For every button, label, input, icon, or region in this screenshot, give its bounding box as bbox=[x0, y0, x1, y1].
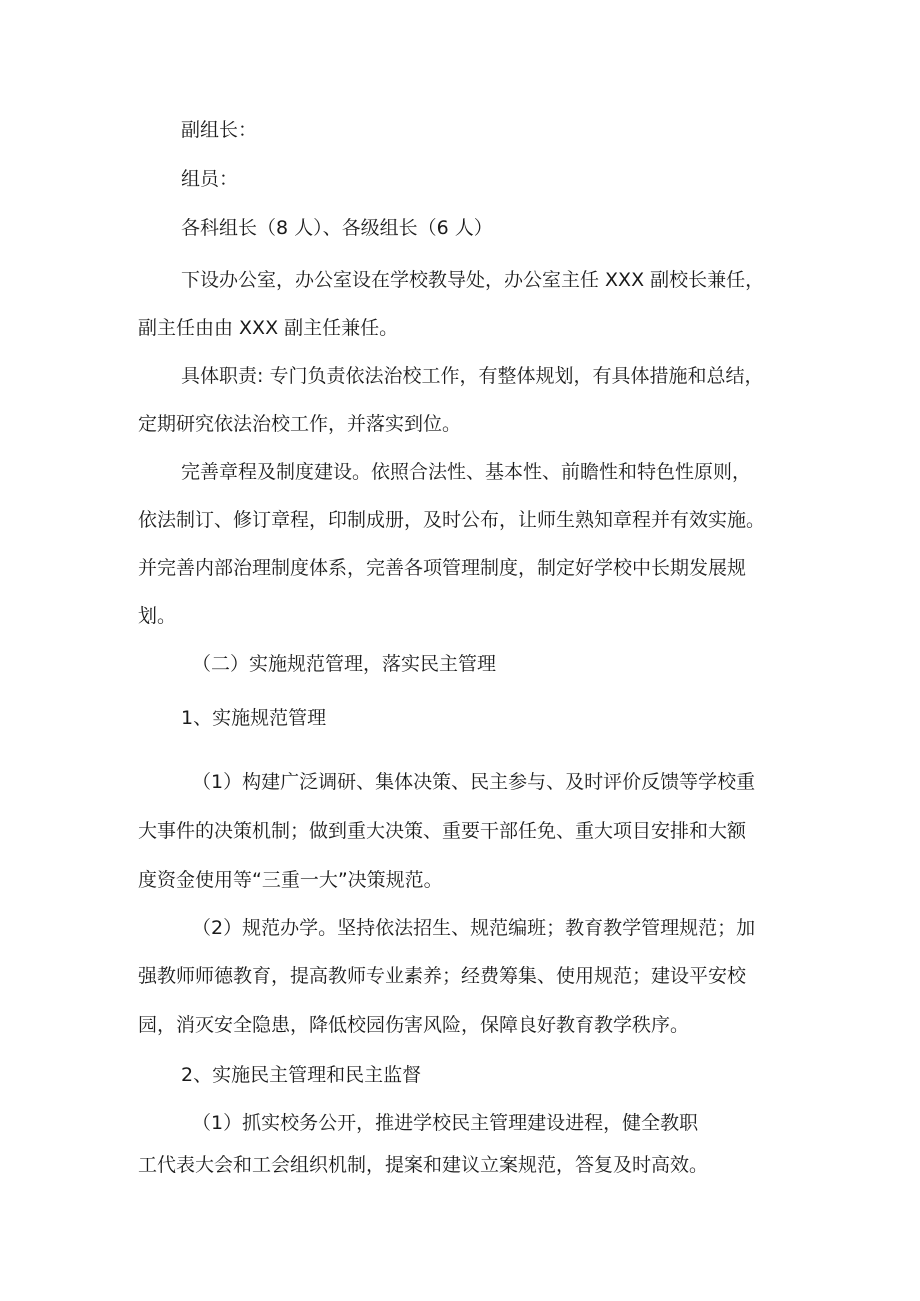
text-line: 具体职责: 专门负责依法治校工作，有整体规划，有具体措施和总结， bbox=[181, 365, 764, 387]
section-heading: （二）实施规范管理，落实民主管理 bbox=[192, 653, 497, 675]
text-line: 定期研究依法治校工作，并落实到位。 bbox=[138, 413, 462, 435]
text-line: （2）规范办学。坚持依法招生、规范编班；教育教学管理规范；加 bbox=[192, 917, 756, 939]
text-line: 度资金使用等“三重一大”决策规范。 bbox=[138, 869, 443, 891]
text-line: 副组长： bbox=[181, 119, 258, 141]
text-line: 下设办公室，办公室设在学校教导处，办公室主任 XXX 副校长兼任， bbox=[181, 269, 765, 291]
text-line: 工代表大会和工会组织机制，提案和建议立案规范，答复及时高效。 bbox=[138, 1154, 709, 1176]
text-line: 大事件的决策机制；做到重大决策、重要干部任免、重大项目安排和大额 bbox=[138, 820, 747, 842]
text-line: 组员： bbox=[181, 168, 239, 190]
text-line: （1）构建广泛调研、集体决策、民主参与、及时评价反馈等学校重 bbox=[192, 771, 756, 793]
text-line: 强教师师德教育，提高教师专业素养；经费筹集、使用规范；建设平安校 bbox=[138, 965, 747, 987]
text-line: 园，消灭安全隐患，降低校园伤害风险，保障良好教育教学秩序。 bbox=[138, 1014, 690, 1036]
text-line: 依法制订、修订章程，印制成册，及时公布，让师生熟知章程并有效实施。 bbox=[138, 509, 766, 531]
text-line: 完善章程及制度建设。依照合法性、基本性、前瞻性和特色性原则， bbox=[181, 461, 752, 483]
text-line: 各科组长（8 人）、各级组长（6 人） bbox=[181, 217, 493, 239]
subsection-heading: 1、实施规范管理 bbox=[181, 707, 327, 729]
text-line: （1）抓实校务公开，推进学校民主管理建设进程，健全教职 bbox=[192, 1112, 699, 1134]
text-line: 划。 bbox=[138, 605, 177, 627]
text-line: 并完善内部治理制度体系，完善各项管理制度，制定好学校中长期发展规 bbox=[138, 557, 747, 579]
subsection-heading: 2、实施民主管理和民主监督 bbox=[181, 1064, 422, 1086]
text-line: 副主任由由 XXX 副主任兼任。 bbox=[138, 317, 399, 339]
